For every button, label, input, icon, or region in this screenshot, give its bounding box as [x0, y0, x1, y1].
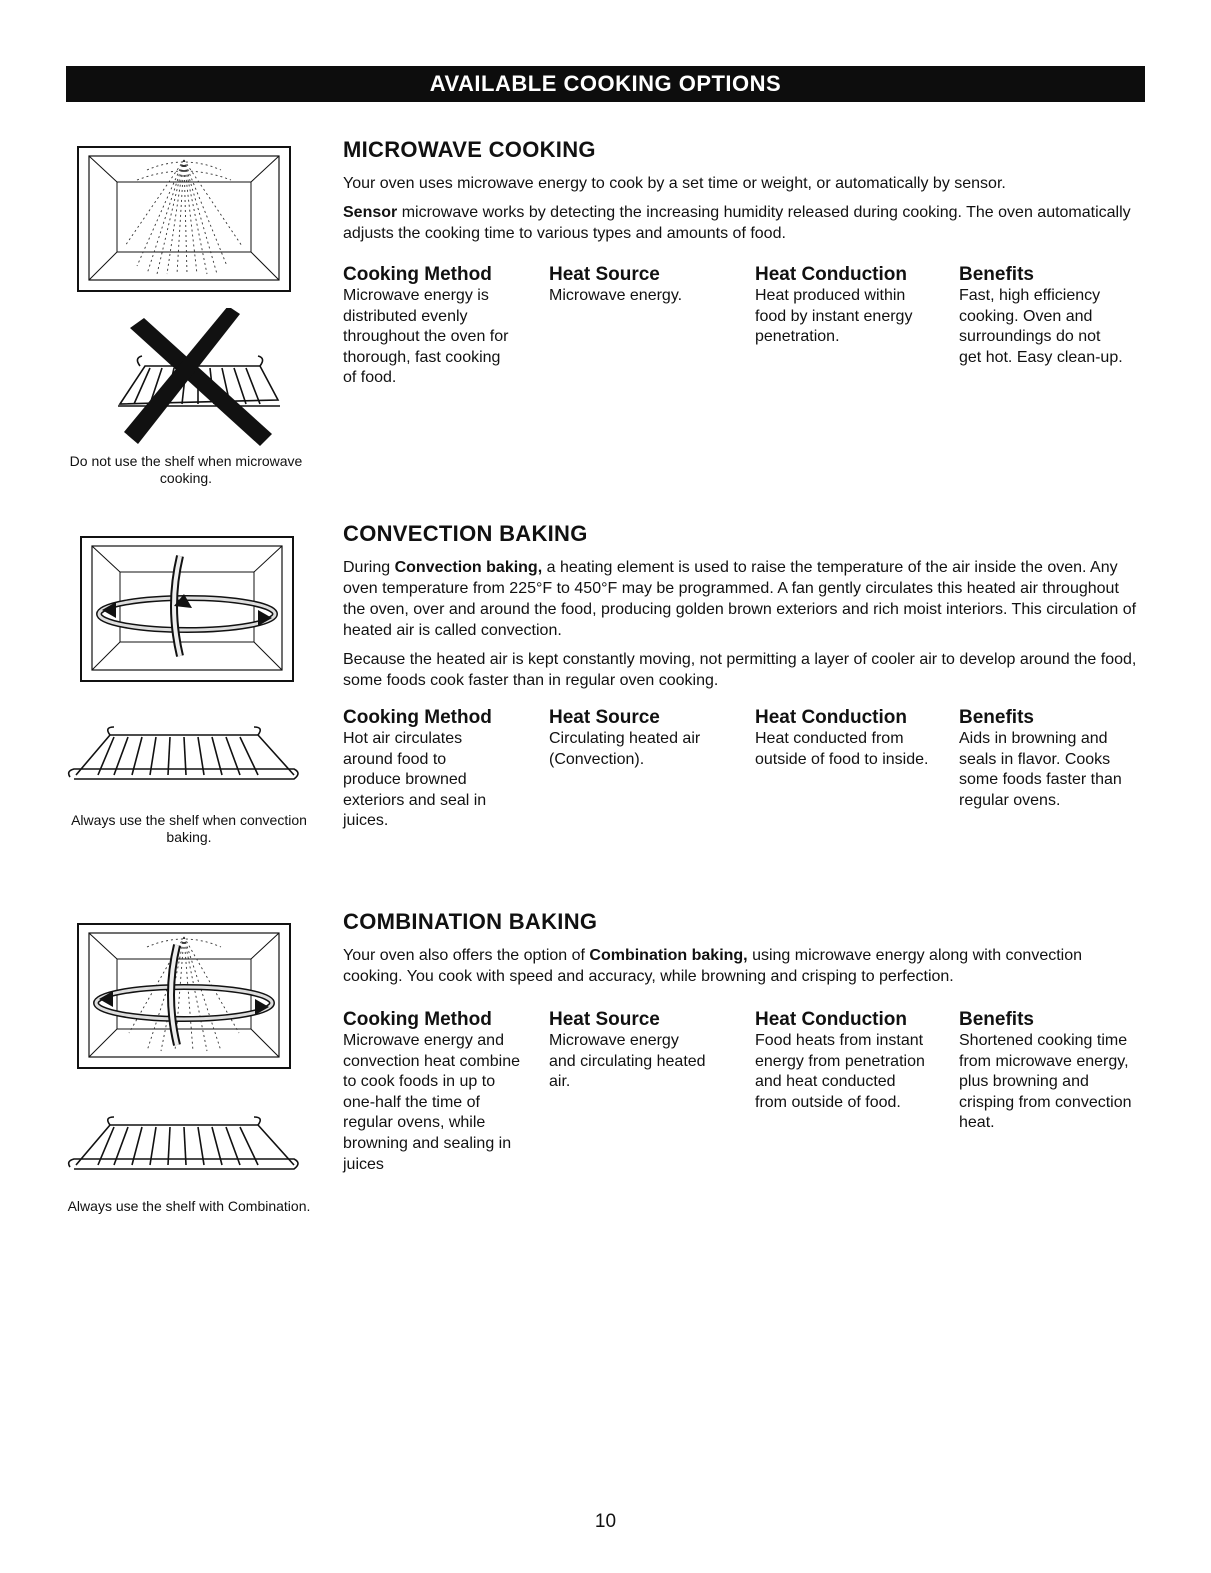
info-table: [343, 707, 1143, 832]
paragraph-text: using microwave energy along with convection cooking. You cook with speed and accuracy, while browning and crisping to perfection.: [343, 947, 1083, 985]
combination-shelf-caption: Always use the shelf with Combination.: [67, 1198, 311, 1214]
microwave-section: [343, 137, 1143, 389]
paragraph-text: microwave works by detecting the increasing humidity released during cooking. The oven automatically adjusts the cooking time to various types and amounts of food.: [343, 204, 1131, 242]
page-number: 10: [594, 1511, 617, 1532]
shelf-crossed-out-icon: [110, 308, 285, 448]
section-title: MICROWAVE COOKING: [343, 137, 596, 162]
combination-oven-illustration: [77, 923, 291, 1069]
shelf-icon: [62, 1115, 302, 1177]
section-paragraph: Because the heated air is kept constantly moving, not permitting a layer of cooler air to develop around the food, some foods cook faster than in regular oven cooking.: [343, 651, 1137, 689]
page-title: AVAILABLE COOKING OPTIONS: [66, 66, 1145, 102]
bold-term: Convection baking,: [394, 559, 543, 576]
table-cell: Heat produced within food by instant energy penetration.: [755, 287, 913, 346]
section-paragraph: [343, 557, 1143, 641]
table-cell: Microwave energy.: [549, 287, 683, 304]
paragraph-text: Your oven also offers the option of: [343, 947, 590, 964]
column-header-benefits: Benefits: [959, 707, 1034, 728]
column-header-benefits: Benefits: [959, 264, 1034, 285]
table-cell: Circulating heated air (Convection).: [549, 730, 701, 768]
convection-oven-illustration: [80, 536, 294, 682]
bold-term: Combination baking,: [589, 947, 748, 964]
column-header-heat-source: Heat Source: [549, 264, 660, 285]
column-header-benefits: Benefits: [959, 1009, 1034, 1030]
section-paragraph: Your oven uses microwave energy to cook by a set time or weight, or automatically by sensor.: [343, 175, 1006, 192]
paragraph-text: a heating element is used to raise the temperature of the air inside the oven. Any oven temperature from 225°F to 450°F may be programmed. A fan gently circulates this heated air throughout the oven, over and around the food, producing golden brown exteriors and rich moist interiors. This circulation of heated air is called convection.: [343, 559, 1137, 639]
table-cell: Microwave energy is distributed evenly throughout the oven for thorough, fast cooking of food.: [343, 287, 509, 387]
section-title: CONVECTION BAKING: [343, 521, 588, 546]
column-header-cooking-method: Cooking Method: [343, 707, 492, 728]
table-cell: Microwave energy and convection heat combine to cook foods in up to one-half the time of regular ovens, while browning and sealing in juices: [343, 1032, 520, 1173]
shelf-icon: [62, 725, 302, 787]
column-header-heat-conduction: Heat Conduction: [755, 707, 907, 728]
section-title: COMBINATION BAKING: [343, 909, 598, 934]
info-table: [343, 264, 1143, 389]
convection-section: [343, 521, 1143, 832]
paragraph-text: During: [343, 559, 395, 576]
info-table: [343, 1009, 1143, 1175]
table-cell: Food heats from instant energy from penetration and heat conducted from outside of food.: [755, 1032, 925, 1111]
convection-shelf-caption: Always use the shelf when convection baking.: [71, 812, 307, 845]
column-header-heat-conduction: Heat Conduction: [755, 264, 907, 285]
table-cell: Aids in browning and seals in flavor. Cooks some foods faster than regular ovens.: [959, 730, 1122, 809]
table-cell: Fast, high efficiency cooking. Oven and surroundings do not get hot. Easy clean-up.: [959, 287, 1123, 366]
column-header-cooking-method: Cooking Method: [343, 264, 492, 285]
column-header-heat-source: Heat Source: [549, 707, 660, 728]
microwave-oven-illustration: [77, 146, 291, 292]
microwave-shelf-caption: Do not use the shelf when microwave cooking.: [69, 453, 303, 486]
table-cell: Shortened cooking time from microwave energy, plus browning and crisping from convection heat.: [959, 1032, 1132, 1132]
column-header-heat-conduction: Heat Conduction: [755, 1009, 907, 1030]
column-header-cooking-method: Cooking Method: [343, 1009, 492, 1030]
table-cell: Microwave energy and circulating heated air.: [549, 1032, 706, 1091]
section-paragraph: [343, 202, 1143, 244]
section-paragraph: [343, 945, 1143, 987]
table-cell: Heat conducted from outside of food to inside.: [755, 730, 929, 768]
column-header-heat-source: Heat Source: [549, 1009, 660, 1030]
table-cell: Hot air circulates around food to produce browned exteriors and seal in juices.: [343, 730, 487, 830]
bold-term: Sensor: [343, 204, 398, 221]
combination-section: [343, 909, 1143, 1175]
